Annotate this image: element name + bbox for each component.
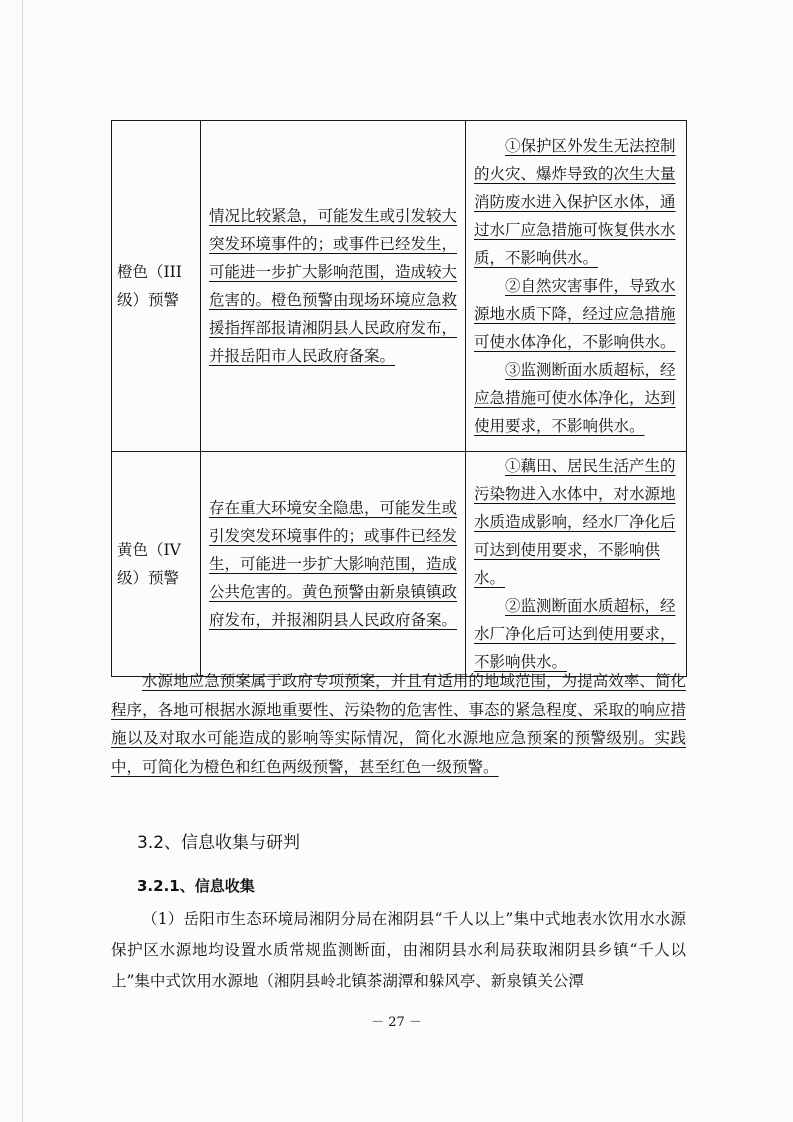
- info-paragraph: （1）岳阳市生态环境局湘阴分局在湘阴县“千人以上”集中式地表水饮用水水源保护区水源地均设置水质常规监测断面，由湘阴县水利局获取湘阴县乡镇“千人以上”集中式饮用水源地（湘阴县岭北镇茶湖潭和躲风亭、新泉镇关公潭: [111, 910, 686, 990]
- warning-description-text: 情况比较紧急，可能发生或引发较大突发环境事件的；或事件已经发生，可能进一步扩大影响范围，造成较大危害的。橙色预警由现场环境应急救援指挥部报请湘阴县人民政府发布，并报岳阳市人民政府备案。: [209, 207, 458, 365]
- section-heading: 3.2、信息收集与研判: [137, 833, 301, 853]
- page-number: － 27 －: [371, 1015, 422, 1030]
- warning-level-cell: [112, 121, 201, 452]
- table-row-yellow: [112, 452, 687, 677]
- table-row-orange: [112, 121, 687, 452]
- warning-level-label: 橙色（III级）预警: [117, 263, 182, 309]
- warning-description-cell: [201, 452, 466, 677]
- condition-item: ③监测断面水质超标，经应急措施可使水体净化，达到使用要求，不影响供水。: [474, 361, 676, 435]
- warning-description-cell: [201, 121, 466, 452]
- note-paragraph: 水源地应急预案属于政府专项预案，并且有适用的地域范围，为提高效率、简化程序，各地可根据水源地重要性、污染物的危害性、事态的紧急程度、采取的响应措施以及对取水可能造成的影响等实际情况，简化水源地应急预案的预警级别。实践中，可简化为橙色和红色两级预警，甚至红色一级预警。: [111, 672, 686, 776]
- warning-level-label: 黄色（IV级）预警: [117, 541, 181, 587]
- condition-item: ①藕田、居民生活产生的污染物进入水体中，对水源地水质造成影响，经水厂净化后可达到使用要求，不影响供水。: [474, 457, 676, 587]
- warning-level-table: [111, 120, 687, 677]
- warning-description-text: 存在重大环境安全隐患，可能发生或引发突发环境事件的；或事件已经发生，可能进一步扩大影响范围，造成公共危害的。黄色预警由新泉镇镇政府发布，并报湘阴县人民政府备案。: [209, 499, 458, 629]
- warning-level-cell: [112, 452, 201, 677]
- warning-conditions-cell: [466, 452, 687, 677]
- condition-item: ②自然灾害事件，导致水源地水质下降，经过应急措施可使水体净化，不影响供水。: [474, 277, 676, 351]
- page-edge-line: [22, 0, 23, 1122]
- condition-item: ①保护区外发生无法控制的火灾、爆炸导致的次生大量消防废水进入保护区水体，通过水厂应急措施可恢复供水水质，不影响供水。: [474, 137, 676, 267]
- subsection-heading: 3.2.1、信息收集: [137, 877, 255, 895]
- warning-conditions-cell: [466, 121, 687, 452]
- condition-item: ②监测断面水质超标，经水厂净化后可达到使用要求，不影响供水。: [474, 597, 676, 671]
